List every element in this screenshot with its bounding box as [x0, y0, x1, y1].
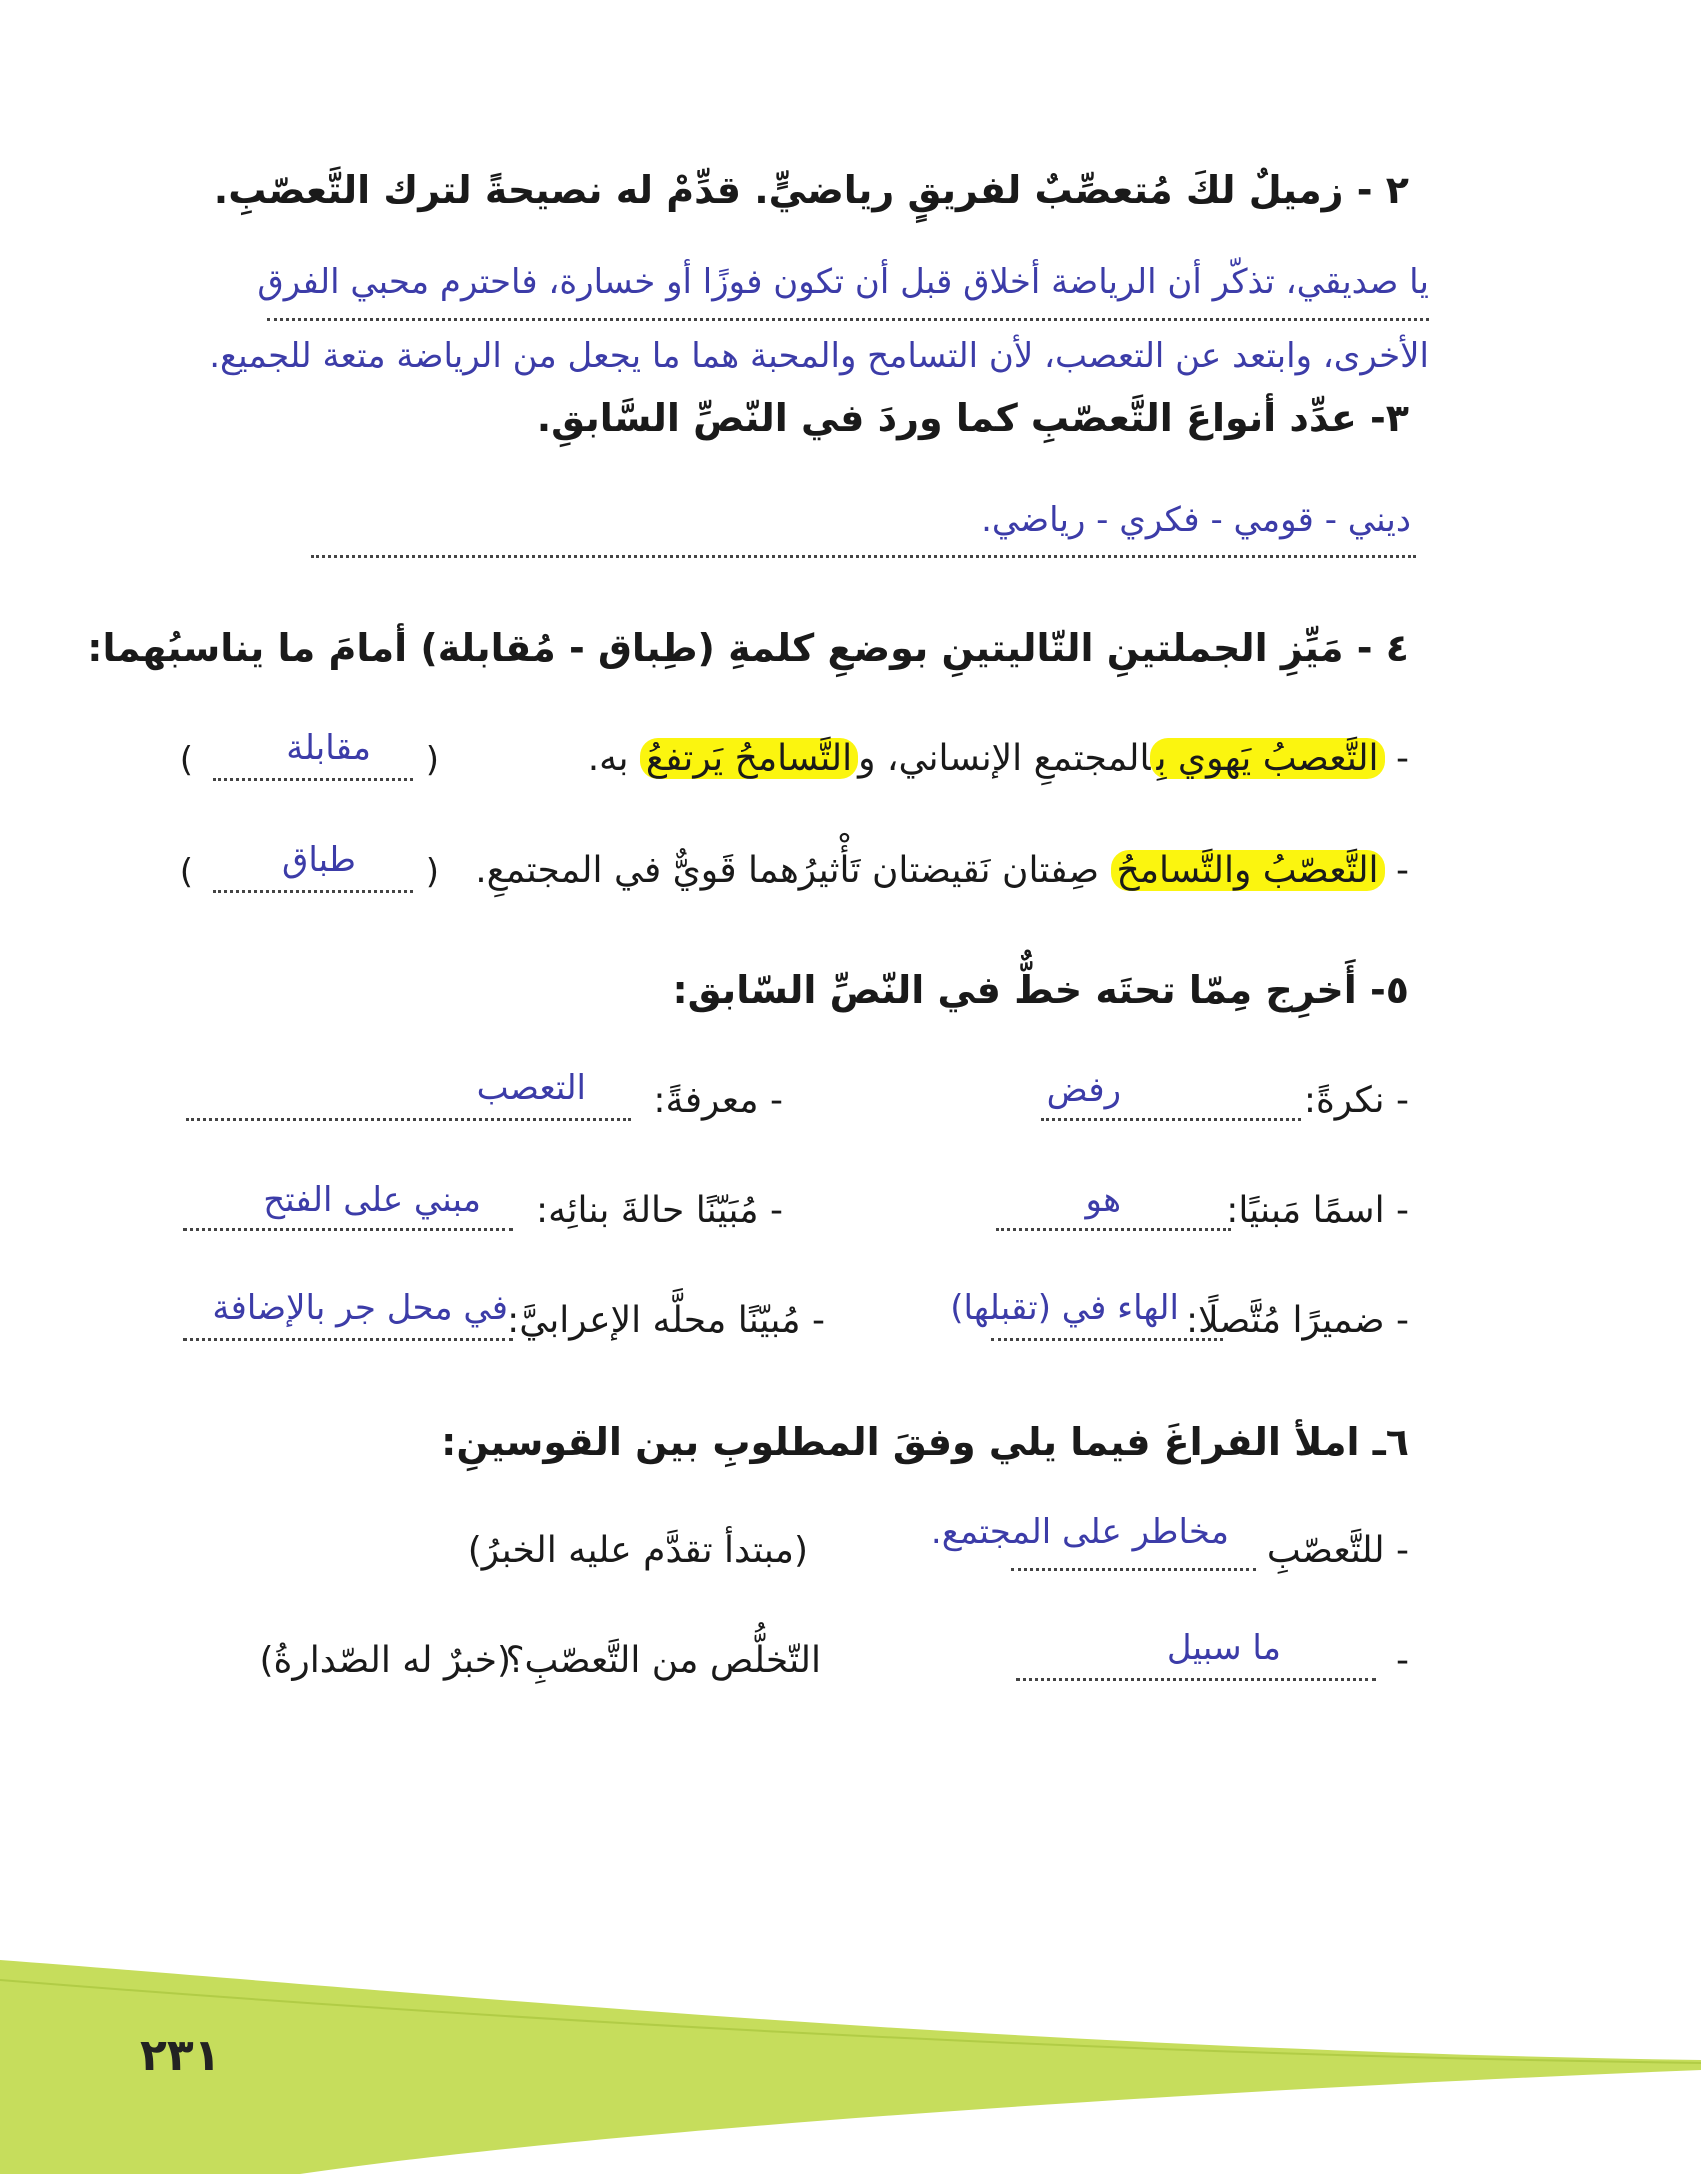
highlight-3: التَّعصّبُ والتَّسامحُ — [1111, 850, 1385, 891]
answer-line — [213, 778, 413, 781]
q4-s2-answer: طباق — [281, 840, 356, 880]
q5-nakira-answer: رفض — [1046, 1070, 1121, 1110]
answer-line — [186, 1118, 631, 1121]
q4-s1-close-paren: ) — [179, 740, 193, 780]
q6-question: ٦ـ املأ الفراغَ فيما يلي وفقَ المطلوبِ بين القوسينِ: — [441, 1420, 1409, 1464]
highlight-1: التَّعصبُ يَهوي بِ — [1150, 738, 1384, 779]
answer-line — [183, 1338, 513, 1341]
q5-ism-label: - اسمًا مَبنيًا: — [1226, 1190, 1409, 1231]
q5-mahal-answer: في محل جر بالإضافة — [212, 1288, 508, 1328]
q6-s2-hint: (خبرٌ له الصّدارةُ) — [259, 1640, 511, 1681]
q5-damir-label: - ضميرًا مُتَّصلًا: — [1186, 1300, 1409, 1341]
q5-question: ٥- أَخرِج مِمّا تحتَه خطٌّ في النّصِّ السّابق: — [672, 968, 1409, 1012]
answer-line — [1041, 1118, 1301, 1121]
answer-line — [213, 890, 413, 893]
answer-line — [1011, 1568, 1256, 1571]
page-number: ٢٣١ — [140, 2030, 221, 2081]
q6-s2-label: - — [1396, 1640, 1409, 1681]
footer-decoration — [0, 1960, 1701, 2174]
q2-answer-line2: الأخرى، وابتعد عن التعصب، لأن التسامح والمحبة هما ما يجعل من الرياضة متعة للجميع. — [209, 336, 1429, 376]
answer-line — [267, 318, 1429, 321]
q4-s1-open-paren: ( — [425, 740, 439, 780]
q4-sentence-1 — [588, 738, 1409, 779]
q4-s1-answer: مقابلة — [286, 728, 371, 768]
q5-mubayyin-answer: مبني على الفتح — [263, 1180, 481, 1220]
sentence-text: المجتمعِ الإنساني، و — [858, 738, 1151, 779]
q6-s2-rest: التّخلُّص من التَّعصّبِ؟ — [505, 1640, 821, 1681]
q4-question: ٤ - مَيِّزِ الجملتينِ التّاليتينِ بوضعِ كلمةِ (طِباق - مُقابلة) أمامَ ما يناسبُهما: — [87, 626, 1409, 670]
dash: - — [1396, 738, 1409, 779]
q6-s2-answer: ما سبيل — [1166, 1628, 1281, 1668]
q6-s1-hint: (مبتدأ تقدَّم عليه الخبرُ) — [467, 1530, 808, 1571]
q6-s1-label: - للتَّعصّبِ — [1266, 1530, 1409, 1571]
answer-line — [183, 1228, 513, 1231]
q2-answer-line1: يا صديقي، تذكّر أن الرياضة أخلاق قبل أن تكون فوزًا أو خسارة، فاحترم محبي الفرق — [257, 262, 1429, 302]
q4-s2-open-paren: ( — [425, 852, 439, 892]
answer-line — [996, 1228, 1231, 1231]
q5-damir-answer: الهاء في (تقبلها) — [950, 1288, 1179, 1328]
q5-mubayyin-label: - مُبَيّنًا حالةَ بنائِه: — [536, 1190, 783, 1231]
dash: - — [1396, 850, 1409, 891]
q3-answer: ديني - قومي - فكري - رياضي. — [981, 500, 1411, 540]
highlight-2: التَّسامحُ يَرتفعُ — [640, 738, 858, 779]
q5-mahal-label: - مُبيّنًا محلَّه الإعرابيَّ: — [507, 1300, 825, 1341]
q5-maarifa-answer: التعصب — [476, 1068, 586, 1108]
q2-question: ٢ - زميلٌ لكَ مُتعصِّبٌ لفريقٍ رياضيٍّ. قدِّمْ له نصيحةً لترك التَّعصّبِ. — [213, 168, 1409, 212]
q5-maarifa-label: - معرفةً: — [653, 1080, 783, 1121]
sentence-text: صِفتان نَقيضتان تَأْثيرُهما قَويٌّ في المجتمعِ. — [475, 850, 1111, 891]
q3-question: ٣- عدِّد أنواعَ التَّعصّبِ كما وردَ في النّصِّ السَّابقِ. — [536, 396, 1409, 440]
q4-s2-close-paren: ) — [179, 852, 193, 892]
q5-nakira-label: - نكرةً: — [1303, 1080, 1409, 1121]
q6-s1-answer: مخاطر على المجتمع. — [930, 1512, 1229, 1552]
answer-line — [1016, 1678, 1376, 1681]
q4-sentence-2 — [475, 850, 1409, 891]
sentence-text: به. — [587, 738, 640, 779]
answer-line — [311, 555, 1416, 558]
answer-line — [991, 1338, 1223, 1341]
q5-ism-answer: هو — [1085, 1180, 1121, 1220]
